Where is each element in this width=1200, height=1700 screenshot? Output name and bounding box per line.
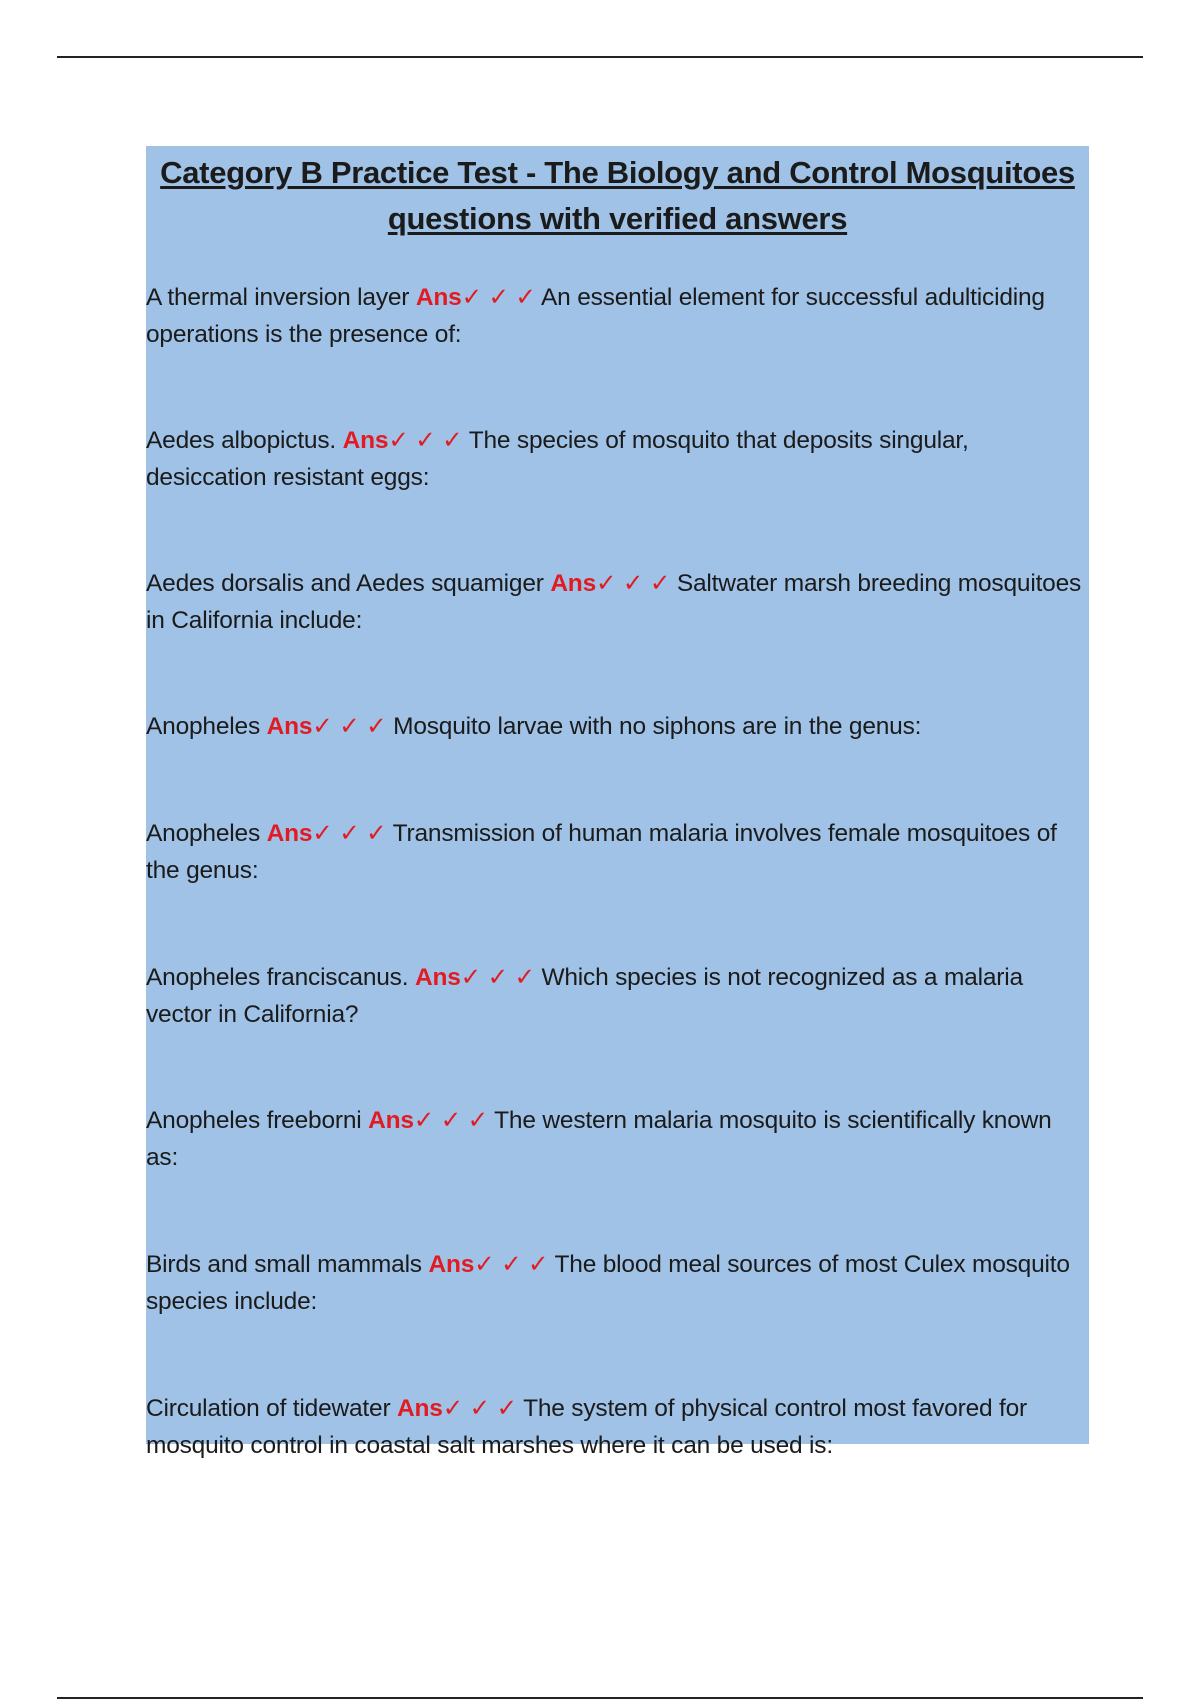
check-marks-icon: ✓ ✓ ✓ <box>388 426 463 454</box>
qa-question: Saltwater marsh breeding mosquitoes in California include: <box>146 569 1082 634</box>
qa-answer: A thermal inversion layer <box>146 283 410 311</box>
answer-marker: Ans <box>342 426 389 454</box>
check-marks-icon: ✓ ✓ ✓ <box>474 1250 549 1278</box>
header-rule <box>57 56 1143 58</box>
check-marks-icon: ✓ ✓ ✓ <box>413 1106 488 1134</box>
qa-item <box>146 1390 1086 1464</box>
answer-marker: Ans <box>415 283 462 311</box>
qa-question: Which species is not recognized as a malaria vector in California? <box>146 963 1023 1028</box>
answer-marker: Ans <box>266 712 313 740</box>
document-title: Category B Practice Test - The Biology and Control Mosquitoes questions with verified answers <box>160 155 1075 236</box>
qa-answer: Birds and small mammals <box>146 1250 422 1278</box>
check-marks-icon: ✓ ✓ ✓ <box>312 819 387 847</box>
answer-marker: Ans <box>414 963 461 991</box>
qa-question: The species of mosquito that deposits singular, desiccation resistant eggs: <box>146 426 969 491</box>
check-marks-icon: ✓ ✓ ✓ <box>312 712 387 740</box>
qa-item <box>146 1246 1086 1320</box>
check-marks-icon: ✓ ✓ ✓ <box>461 283 536 311</box>
qa-answer: Anopheles <box>146 819 260 847</box>
qa-question: The western malaria mosquito is scientifically known as: <box>146 1106 1052 1171</box>
qa-answer: Anopheles freeborni <box>146 1106 362 1134</box>
check-marks-icon: ✓ ✓ ✓ <box>596 569 671 597</box>
qa-answer: Aedes dorsalis and Aedes squamiger <box>146 569 544 597</box>
qa-question: The system of physical control most favored for mosquito control in coastal salt marshes where it can be used is: <box>146 1394 1028 1459</box>
qa-item <box>146 708 1086 745</box>
qa-question: Mosquito larvae with no siphons are in the genus: <box>393 712 922 740</box>
qa-answer: Anopheles <box>146 712 260 740</box>
qa-answer: Anopheles franciscanus. <box>146 963 409 991</box>
footer-rule <box>57 1697 1143 1699</box>
answer-marker: Ans <box>368 1106 414 1134</box>
qa-item <box>146 1102 1086 1176</box>
answer-marker: Ans <box>428 1250 475 1278</box>
qa-item <box>146 959 1086 1033</box>
qa-item <box>146 565 1086 639</box>
qa-question: Transmission of human malaria involves female mosquitoes of the genus: <box>146 819 1057 884</box>
check-marks-icon: ✓ ✓ ✓ <box>442 1394 517 1422</box>
qa-item <box>146 815 1086 889</box>
qa-answer: Aedes albopictus. <box>146 426 337 454</box>
qa-item <box>146 422 1086 496</box>
answer-marker: Ans <box>266 819 313 847</box>
answer-marker: Ans <box>397 1394 443 1422</box>
qa-item <box>146 279 1086 353</box>
qa-question: An essential element for successful adulticiding operations is the presence of: <box>146 283 1045 348</box>
qa-question: The blood meal sources of most Culex mosquito species include: <box>146 1250 1070 1315</box>
highlighted-content <box>146 146 1089 1459</box>
qa-answer: Circulation of tidewater <box>146 1394 391 1422</box>
answer-marker: Ans <box>550 569 596 597</box>
check-marks-icon: ✓ ✓ ✓ <box>460 963 535 991</box>
